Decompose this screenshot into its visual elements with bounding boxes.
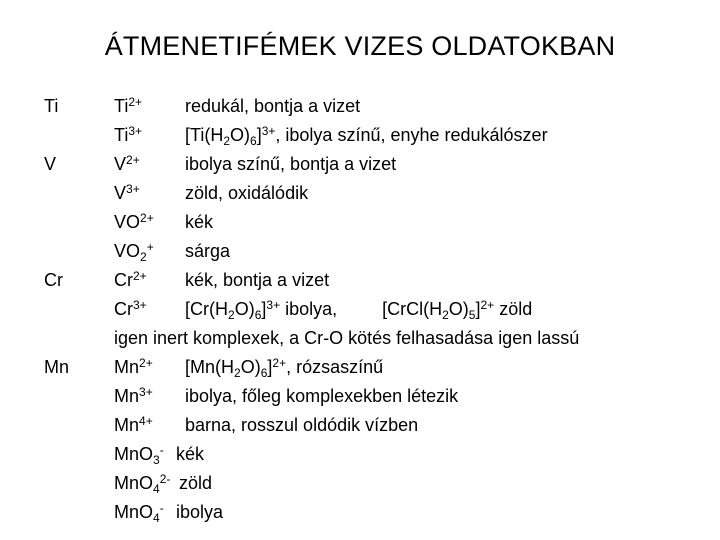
- element-label-v: V: [44, 154, 57, 174]
- ion-formula: MnO$_3$-: [114, 443, 164, 467]
- ion-formula: $Mn^{2+}$: [114, 356, 153, 377]
- ion-formula: $VO_2^+$: [114, 240, 154, 264]
- ion-formula: MnO$_4$-: [114, 501, 164, 525]
- ion-formula: $V^{3+}$: [114, 182, 140, 203]
- ion-description: $[Cr(H_2O)_6]^{3+}$ ibolya, $[CrCl(H_2O)_5]^{2+}$ zöld: [185, 298, 533, 322]
- ion-description: kék, bontja a vizet: [185, 270, 330, 290]
- ion-description: barna, rosszul oldódik vízben: [185, 415, 419, 435]
- ion-formula: $Cr^{2+}$: [114, 269, 147, 290]
- page-title: ÁTMENETIFÉMEK VIZES OLDATOKBAN: [104, 31, 616, 61]
- ion-description: sárga: [185, 241, 231, 261]
- ion-description: zöld: [179, 473, 213, 493]
- ion-description: ibolya: [176, 502, 224, 522]
- ion-description: kék: [185, 212, 214, 232]
- ion-formula: $Cr^{3+}$: [114, 298, 147, 319]
- ion-formula: $Ti^{3+}$: [114, 124, 143, 145]
- ion-formula: $V^{2+}$: [114, 153, 140, 174]
- ion-formula: MnO$_4^{2-}$: [114, 472, 171, 496]
- element-label-cr: Cr: [44, 270, 63, 290]
- ion-description: redukál, bontja a vizet: [185, 96, 361, 116]
- ion-formula: $VO^{2+}$: [114, 211, 154, 232]
- ion-formula: $Ti^{2+}$: [114, 95, 143, 116]
- element-label-mn: Mn: [44, 357, 70, 377]
- ion-description: ibolya, főleg komplexekben létezik: [185, 386, 459, 406]
- ion-description: $[Mn(H_2O)_6]^{2+}$, rózsaszínű: [185, 356, 384, 380]
- element-label-ti: Ti: [44, 96, 59, 116]
- ion-formula: $Mn^{4+}$: [114, 414, 153, 435]
- note-text: igen inert komplexek, a Cr-O kötés felhasadása igen lassú: [114, 328, 580, 348]
- ion-description: $[Ti(H_2O)_6]^{3+}$, ibolya színű, enyhe redukálószer: [185, 124, 548, 148]
- ion-formula: $Mn^{3+}$: [114, 385, 153, 406]
- ion-description: zöld, oxidálódik: [185, 183, 309, 203]
- ion-description: kék: [176, 444, 205, 464]
- ion-description: ibolya színű, bontja a vizet: [185, 154, 397, 174]
